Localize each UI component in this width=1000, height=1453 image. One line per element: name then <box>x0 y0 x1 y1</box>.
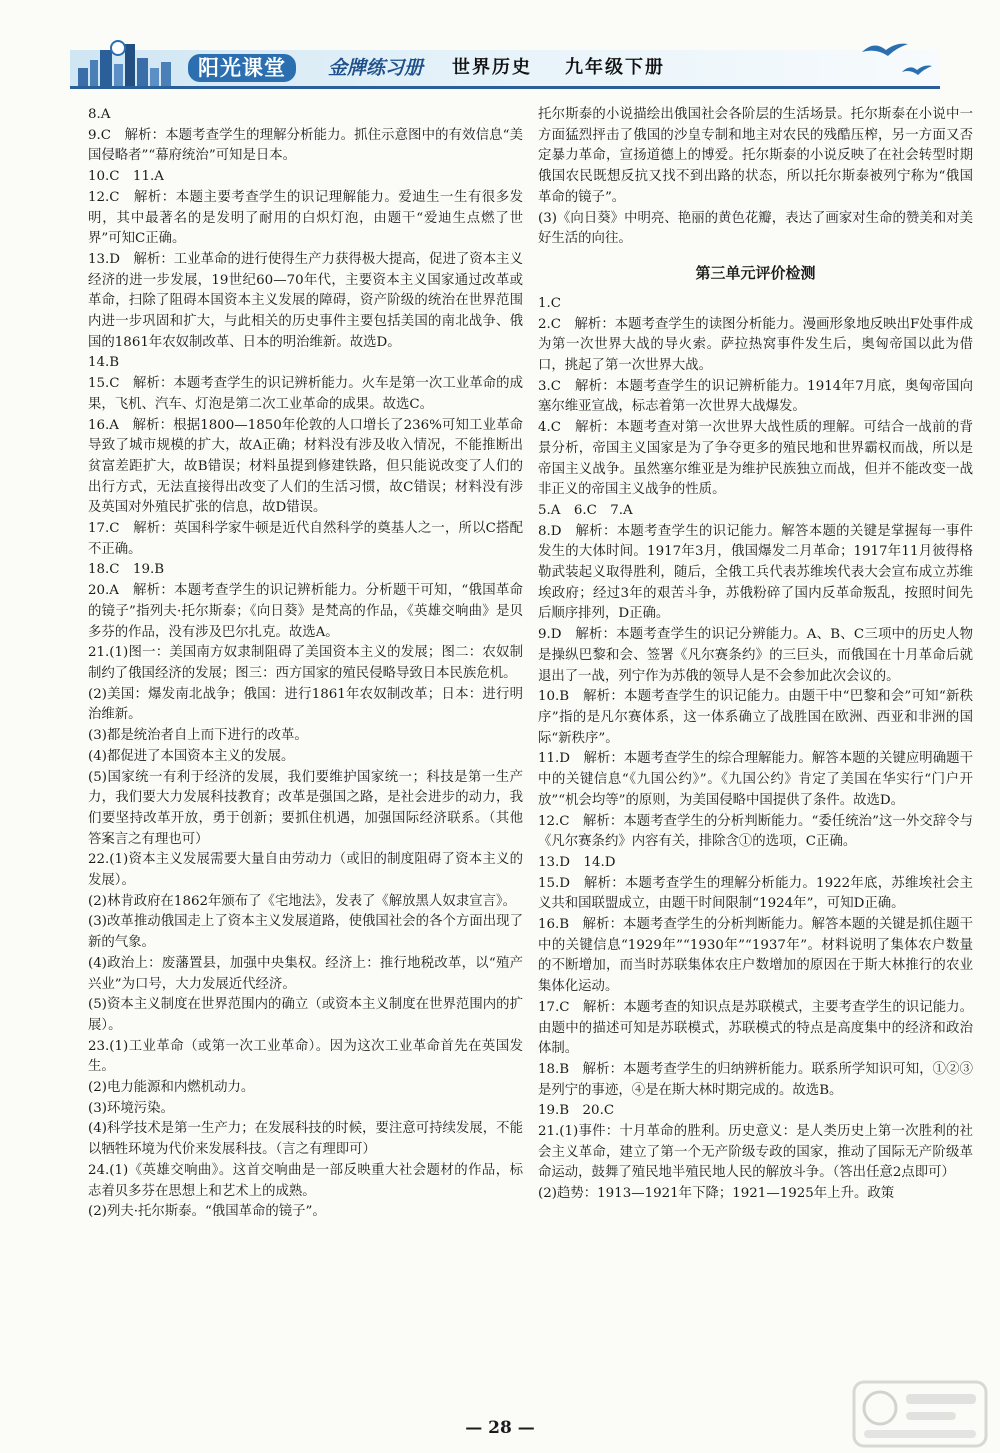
bird-icon <box>900 62 934 78</box>
answer-item: 13.D 解析：工业革命的进行使得生产力获得极大提高，促进了资本主义经济的进一步发展，19世纪60—70年代，主要资本主义国家通过改革或革命，扫除了阻碍本国资本主义发展的障碍，资产阶级的统治在世界范围内进一步巩固和扩大，与此相关的历史事件主要包括美国的南北战争、俄国的1861年农奴制改革、日本的明治维新。故选D。 <box>88 251 523 350</box>
answer-item: 21.(1)图一：美国南方奴隶制阻碍了美国资本主义的发展；图二：农奴制制约了俄国经济的发展；图三：西方国家的殖民侵略导致日本民族危机。 <box>88 645 523 681</box>
answer-item: 9.D 解析：本题考查学生的识记分辨能力。A、B、C三项中的历史人物是操纵巴黎和会、签署《凡尔赛条约》的三巨头，而俄国在十月革命后就退出了一战，列宁作为苏俄的领导人是不会参加此次会议的。 <box>538 627 973 684</box>
answer-item: (4)政治上：废藩置县，加强中央集权。经济上：推行地税改革，以“殖产兴业”为口号，大力发展近代经济。 <box>88 955 523 992</box>
answer-item: (2)林肯政府在1862年颁布了《宅地法》，发表了《解放黑人奴隶宣言》。 <box>88 893 516 909</box>
answer-item: (4)都促进了本国资本主义的发展。 <box>88 748 295 764</box>
answer-item: 20.A 解析：本题考查学生的识记辨析能力。分析题干可知，“俄国革命的镜子”指列夫·托尔斯泰；《向日葵》是梵高的作品，《英雄交响曲》是贝多芬的作品，没有涉及巴尔扎克。故选A。 <box>88 583 523 640</box>
answer-item: (2)列夫·托尔斯泰。“俄国革命的镜子”。 <box>88 1204 326 1220</box>
left-column <box>88 105 523 1223</box>
answer-item: (5)国家统一有利于经济的发展，我们要维护国家统一；科技是第一生产力，我们要大力发展科技教育；改革是强国之路，是社会进步的动力，我们要坚持改革开放，勇于创新；要抓住机遇，加强国际经济联系。（其他答案言之有理也可） <box>88 769 523 847</box>
answer-item: 8.D 解析：本题考查学生的识记能力。解答本题的关键是掌握每一事件发生的大体时间。1917年3月，俄国爆发二月革命；1917年11月彼得格勒武装起义取得胜利，随后，全俄工兵代表苏维埃代表大会宣布成立苏维埃政府；经过3年的艰苦斗争，苏俄粉碎了国内反革命叛乱，按照时间先后顺序排列，D正确。 <box>538 523 973 622</box>
answer-item: 11.D 解析：本题考查学生的综合理解能力。解答本题的关键应明确题干中的关键信息“《九国公约》”。《九国公约》肯定了美国在华实行“门户开放”“机会均等”的原则，为美国侵略中国提供了条件。故选D。 <box>538 751 973 808</box>
series-title: 金牌练习册 <box>328 57 424 79</box>
answer-item: (3)改革推动俄国走上了资本主义发展道路，使俄国社会的各个方面出现了新的气象。 <box>88 914 523 951</box>
answer-item: (2)美国：爆发南北战争；俄国：进行1861年农奴制改革；日本：进行明治维新。 <box>88 686 523 723</box>
answer-item: (3)环境污染。 <box>88 1100 174 1116</box>
page-header <box>70 38 940 90</box>
answer-item: 2.C 解析：本题考查学生的读图分析能力。漫画形象地反映出F处事件成为第一次世界大战的导火索。萨拉热窝事件发生后，奥匈帝国以此为借口，挑起了第一次世界大战。 <box>538 316 973 374</box>
right-column <box>538 105 973 1205</box>
answer-item: 24.(1)《英雄交响曲》。这首交响曲是一部反映重大社会题材的作品，标志着贝多芬在思想上和艺术上的成熟。 <box>88 1162 523 1199</box>
answer-item: 19.B 20.C <box>538 1103 615 1119</box>
answer-item: 17.C 解析：本题考查的知识点是苏联模式，主要考查学生的识记能力。由题中的描述可知是苏联模式，苏联模式的特点是高度集中的经济和政治体制。 <box>538 999 973 1057</box>
page-number: — 28 — <box>465 1418 535 1438</box>
answer-item: 18.C 19.B <box>88 562 165 578</box>
answer-item: 15.D 解析：本题考查学生的理解分析能力。1922年底，苏维埃社会主义共和国联盟成立，由题干时间限制“1924年”，可知D正确。 <box>538 875 973 912</box>
answer-item: 18.B 解析：本题考查学生的归纳辨析能力。联系所学知识可知，①②③是列宁的事迹，④是在斯大林时期完成的。故选B。 <box>538 1061 973 1098</box>
answer-item: (2)趋势：1913—1921年下降；1921—1925年上升。政策 <box>538 1186 895 1202</box>
answer-item: 10.B 解析：本题考查学生的识记能力。由题干中“巴黎和会”可知“新秩序”指的是凡尔赛体系，这一体系确立了战胜国在欧洲、西亚和非洲的国际“新秩序”。 <box>538 689 973 746</box>
unit-title: 第三单元评价检测 <box>695 263 816 282</box>
answer-item: 23.(1)工业革命（或第一次工业革命）。因为这次工业革命首先在英国发生。 <box>88 1038 523 1075</box>
watermark-logo-icon <box>850 1378 990 1450</box>
answer-item: (2)电力能源和内燃机动力。 <box>88 1080 255 1096</box>
answer-item: 22.(1)资本主义发展需要大量自由劳动力（或旧的制度阻碍了资本主义的发展）。 <box>88 852 523 889</box>
answer-item: (3)都是统治者自上而下进行的改革。 <box>88 728 308 744</box>
answer-item: 12.C 解析：本题考查学生的分析判断能力。“委任统治”这一外交辞令与《凡尔赛条约》内容有关，排除含①的选项，C正确。 <box>538 813 973 850</box>
answer-item: 10.C 11.A <box>88 169 164 185</box>
answer-item: 5.A 6.C 7.A <box>538 502 633 518</box>
answer-item: 托尔斯泰的小说描绘出俄国社会各阶层的生活场景。托尔斯泰在小说中一方面猛烈抨击了俄国的沙皇专制和地主对农民的残酷压榨，另一方面又否定暴力革命，宣扬道德上的博爱。托尔斯泰的小说反映了在社会转型时期俄国农民既想反抗又找不到出路的状态，所以托尔斯泰被列宁称为“俄国革命的镜子”。 <box>538 107 973 205</box>
answer-item: (5)资本主义制度在世界范围内的确立（或资本主义制度在世界范围内的扩展）。 <box>88 997 523 1033</box>
answer-item: 4.C 解析：本题考查对第一次世界大战性质的理解。可结合一战前的背景分析，帝国主义国家是为了争夺更多的殖民地和世界霸权而战，所以是帝国主义战争。虽然塞尔维亚是为维护民族独立而战，但并不能改变一战非正义的帝国主义战争的性质。 <box>538 420 973 498</box>
answer-item: 1.C <box>538 295 562 311</box>
answer-item: 16.B 解析：本题考查学生的分析判断能力。解答本题的关键是抓住题干中的关键信息“1929年”“1930年”“1937年”。材料说明了集体农户数量的不断增加，而当时苏联集体农庄户数增加的原因在于斯大林推行的农业集体化运动。 <box>538 917 973 995</box>
answer-item: 21.(1)事件：十月革命的胜利。历史意义：是人类历史上第一次胜利的社会主义革命，建立了第一个无产阶级专政的国家，推动了国际无产阶级革命运动，鼓舞了殖民地半殖民地人民的解放斗争。（答出任意2点即可） <box>538 1124 973 1181</box>
answer-item: 8.A <box>88 107 111 122</box>
bird-icon <box>860 38 910 62</box>
answer-item: 15.C 解析：本题考查学生的识记辨析能力。火车是第一次工业革命的成果，飞机、汽车、灯泡是第二次工业革命的成果。故选C。 <box>88 376 523 412</box>
answer-item: 13.D 14.D <box>538 854 616 870</box>
answer-item: (3)《向日葵》中明亮、艳丽的黄色花瓣，表达了画家对生命的赞美和对美好生活的向往。 <box>538 210 973 247</box>
answer-item: (4)科学技术是第一生产力；在发展科技的时候，要注意可持续发展，不能以牺牲环境为代价来发展科技。（言之有理即可） <box>88 1121 523 1158</box>
answer-item: 9.C 解析：本题考查学生的理解分析能力。抓住示意图中的有效信息“美国侵略者”“幕府统治”可知是日本。 <box>88 127 523 164</box>
subject-title: 世界历史 <box>452 57 532 78</box>
city-skyline-icon <box>76 38 186 88</box>
answer-item: 17.C 解析：英国科学家牛顿是近代自然科学的奠基人之一，所以C搭配不正确。 <box>88 521 523 557</box>
grade-title: 九年级下册 <box>565 57 665 78</box>
answer-item: 14.B <box>88 355 120 371</box>
answer-item: 16.A 解析：根据1800—1850年伦敦的人口增长了236%可知工业革命导致了城市规模的扩大，故A正确；材料没有涉及收入情况，不能推断出贫富差距扩大，故B错误；材料虽提到修建铁路，但只能说改变了人们的出行方式，无法直接得出改变了人们的生活习惯，故C错误；材料没有涉及英国对外殖民扩张的信息，故D错误。 <box>88 417 523 516</box>
answer-item: 12.C 解析：本题主要考查学生的识记理解能力。爱迪生一生有很多发明，其中最著名的是发明了耐用的白炽灯泡，由题干“爱迪生点燃了世界”可知C正确。 <box>88 189 523 247</box>
logo-title: 阳光课堂 <box>188 54 296 82</box>
answer-item: 3.C 解析：本题考查学生的识记辨析能力。1914年7月底，奥匈帝国向塞尔维亚宣战，标志着第一次世界大战爆发。 <box>538 378 973 415</box>
